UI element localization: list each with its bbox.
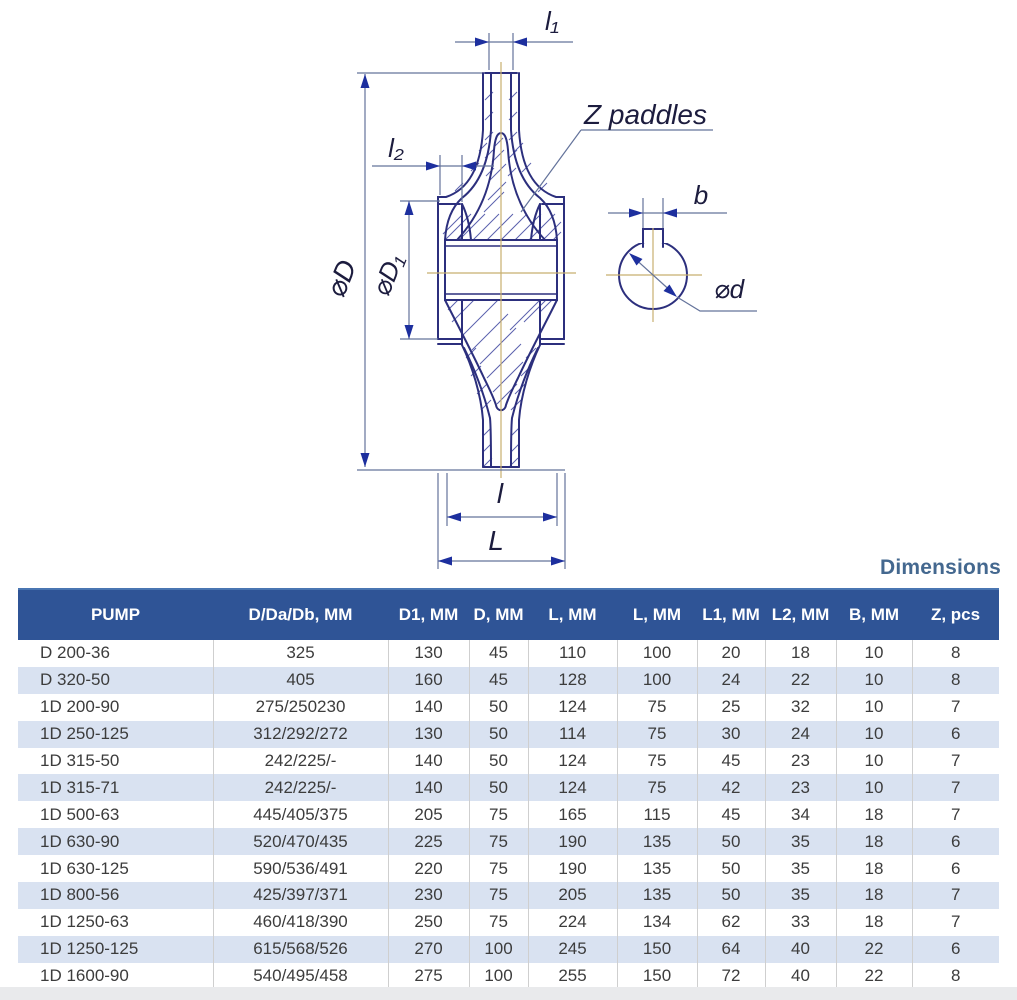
value-cell: 18 (836, 801, 912, 828)
label-b: b (693, 180, 709, 210)
value-cell: 75 (617, 748, 697, 775)
value-cell: 615/568/526 (213, 936, 388, 963)
value-cell: 590/536/491 (213, 855, 388, 882)
value-cell: 50 (697, 882, 765, 909)
label-l1: l₁ (545, 6, 559, 36)
value-cell: 460/418/390 (213, 909, 388, 936)
value-cell: 245 (528, 936, 617, 963)
table-row (18, 828, 999, 855)
table-row (18, 694, 999, 721)
value-cell: 50 (697, 855, 765, 882)
table-row (18, 936, 999, 963)
value-cell: 275/250230 (213, 694, 388, 721)
value-cell: 24 (765, 721, 836, 748)
value-cell: 312/292/272 (213, 721, 388, 748)
value-cell: 7 (912, 909, 999, 936)
value-cell: 45 (697, 801, 765, 828)
value-cell: 160 (388, 667, 469, 694)
value-cell: 7 (912, 774, 999, 801)
value-cell: 10 (836, 667, 912, 694)
column-header: D1, MM (388, 589, 469, 640)
value-cell: 25 (697, 694, 765, 721)
dimension-b (608, 198, 727, 228)
value-cell: 124 (528, 774, 617, 801)
value-cell: 225 (388, 828, 469, 855)
table-row (18, 801, 999, 828)
column-header: PUMP (18, 589, 213, 640)
value-cell: 124 (528, 694, 617, 721)
value-cell: 205 (528, 882, 617, 909)
pump-name-cell: 1D 1250-125 (40, 939, 139, 959)
value-cell: 128 (528, 667, 617, 694)
value-cell: 520/470/435 (213, 828, 388, 855)
value-cell: 100 (469, 936, 528, 963)
value-cell: 114 (528, 721, 617, 748)
value-cell: 150 (617, 936, 697, 963)
pump-name-cell: 1D 500-63 (40, 804, 120, 824)
pump-name-cell: 1D 250-125 (40, 724, 129, 744)
value-cell: 18 (836, 882, 912, 909)
pump-name-cell: 1D 315-50 (40, 751, 120, 770)
value-cell: 124 (528, 748, 617, 775)
pump-name-cell: 1D 200-90 (40, 697, 120, 717)
value-cell: 33 (765, 909, 836, 936)
value-cell: 220 (388, 855, 469, 882)
value-cell: 10 (836, 774, 912, 801)
value-cell: 75 (469, 855, 528, 882)
table-row (18, 882, 999, 909)
column-header: D, MM (469, 589, 528, 640)
value-cell: 75 (617, 774, 697, 801)
value-cell: 140 (388, 748, 469, 775)
column-header: D/Da/Db, MM (213, 589, 388, 640)
value-cell: 50 (469, 694, 528, 721)
pump-name-cell: 1D 1600-90 (40, 966, 129, 986)
value-cell: 75 (469, 882, 528, 909)
column-header: L, MM (617, 589, 697, 640)
value-cell: 425/397/371 (213, 882, 388, 909)
value-cell: 10 (836, 721, 912, 748)
value-cell: 100 (469, 963, 528, 990)
value-cell: 6 (912, 828, 999, 855)
value-cell: 35 (765, 882, 836, 909)
value-cell: 18 (836, 909, 912, 936)
value-cell: 75 (469, 801, 528, 828)
label-phi-D: ⌀D (319, 255, 363, 302)
table-row (18, 748, 999, 775)
value-cell: 270 (388, 936, 469, 963)
value-cell: 325 (213, 640, 388, 667)
value-cell: 100 (617, 640, 697, 667)
dimensions-table (18, 588, 999, 990)
value-cell: 23 (765, 748, 836, 775)
value-cell: 18 (765, 640, 836, 667)
value-cell: 35 (765, 828, 836, 855)
pump-name-cell: 1D 800-56 (40, 885, 120, 905)
value-cell: 30 (697, 721, 765, 748)
value-cell: 110 (528, 640, 617, 667)
dimension-l1 (455, 33, 573, 70)
value-cell: 130 (388, 640, 469, 667)
pump-name-cell: 1D 630-90 (40, 831, 120, 851)
value-cell: 405 (213, 667, 388, 694)
value-cell: 32 (765, 694, 836, 721)
table-row (18, 774, 999, 801)
value-cell: 10 (836, 640, 912, 667)
table-row (18, 721, 999, 748)
value-cell: 22 (836, 936, 912, 963)
value-cell: 45 (469, 640, 528, 667)
value-cell: 72 (697, 963, 765, 990)
table-row (18, 963, 999, 990)
value-cell: 135 (617, 855, 697, 882)
value-cell: 6 (912, 936, 999, 963)
value-cell: 40 (765, 963, 836, 990)
value-cell: 50 (469, 774, 528, 801)
table-row (18, 640, 999, 667)
value-cell: 135 (617, 828, 697, 855)
bottom-strip (0, 987, 1017, 1000)
value-cell: 64 (697, 936, 765, 963)
value-cell: 190 (528, 855, 617, 882)
value-cell: 6 (912, 855, 999, 882)
value-cell: 242/225/- (213, 748, 388, 775)
label-phi-d: ⌀d (714, 274, 745, 304)
value-cell: 35 (765, 855, 836, 882)
value-cell: 50 (469, 721, 528, 748)
pump-name-cell: D 320-50 (40, 670, 110, 690)
value-cell: 10 (836, 748, 912, 775)
value-cell: 7 (912, 882, 999, 909)
pump-name-cell: 1D 630-125 (40, 858, 129, 878)
value-cell: 24 (697, 667, 765, 694)
value-cell: 205 (388, 801, 469, 828)
value-cell: 275 (388, 963, 469, 990)
value-cell: 230 (388, 882, 469, 909)
value-cell: 7 (912, 694, 999, 721)
value-cell: 45 (469, 667, 528, 694)
value-cell: 140 (388, 694, 469, 721)
label-L: L (488, 525, 504, 556)
label-z-paddles: Z paddles (584, 99, 707, 130)
value-cell: 150 (617, 963, 697, 990)
value-cell: 250 (388, 909, 469, 936)
value-cell: 62 (697, 909, 765, 936)
value-cell: 50 (469, 748, 528, 775)
value-cell: 190 (528, 828, 617, 855)
value-cell: 540/495/458 (213, 963, 388, 990)
table-row (18, 667, 999, 694)
value-cell: 100 (617, 667, 697, 694)
value-cell: 40 (765, 936, 836, 963)
column-header: L2, MM (765, 589, 836, 640)
value-cell: 75 (617, 721, 697, 748)
value-cell: 22 (765, 667, 836, 694)
value-cell: 140 (388, 774, 469, 801)
value-cell: 8 (912, 667, 999, 694)
value-cell: 50 (697, 828, 765, 855)
value-cell: 34 (765, 801, 836, 828)
value-cell: 20 (697, 640, 765, 667)
label-l2: l₂ (388, 133, 404, 163)
value-cell: 18 (836, 828, 912, 855)
value-cell: 242/225/- (213, 774, 388, 801)
table-row (18, 855, 999, 882)
dimension-phi-D1 (400, 201, 440, 339)
value-cell: 22 (836, 963, 912, 990)
value-cell: 45 (697, 748, 765, 775)
value-cell: 7 (912, 801, 999, 828)
value-cell: 10 (836, 694, 912, 721)
value-cell: 75 (469, 909, 528, 936)
value-cell: 224 (528, 909, 617, 936)
z-paddles-leader (521, 130, 713, 212)
value-cell: 8 (912, 640, 999, 667)
pump-name-cell: D 200-36 (40, 643, 110, 663)
value-cell: 75 (469, 828, 528, 855)
column-header: B, MM (836, 589, 912, 640)
value-cell: 6 (912, 721, 999, 748)
value-cell: 445/405/375 (213, 801, 388, 828)
column-header: L, MM (528, 589, 617, 640)
value-cell: 42 (697, 774, 765, 801)
pump-name-cell: 1D 315-71 (40, 777, 120, 797)
value-cell: 75 (617, 694, 697, 721)
pump-name-cell: 1D 1250-63 (40, 912, 129, 932)
column-header: Z, pcs (912, 589, 999, 640)
value-cell: 165 (528, 801, 617, 828)
value-cell: 18 (836, 855, 912, 882)
value-cell: 8 (912, 963, 999, 990)
column-header: L1, MM (697, 589, 765, 640)
value-cell: 134 (617, 909, 697, 936)
value-cell: 7 (912, 748, 999, 775)
value-cell: 130 (388, 721, 469, 748)
label-phi-D1: ⌀D₁ (365, 249, 410, 301)
label-l: l (496, 478, 504, 509)
value-cell: 135 (617, 882, 697, 909)
value-cell: 115 (617, 801, 697, 828)
table-header-row (18, 589, 999, 640)
table-row (18, 909, 999, 936)
value-cell: 255 (528, 963, 617, 990)
value-cell: 23 (765, 774, 836, 801)
dimensions-title: Dimensions (879, 556, 1001, 579)
